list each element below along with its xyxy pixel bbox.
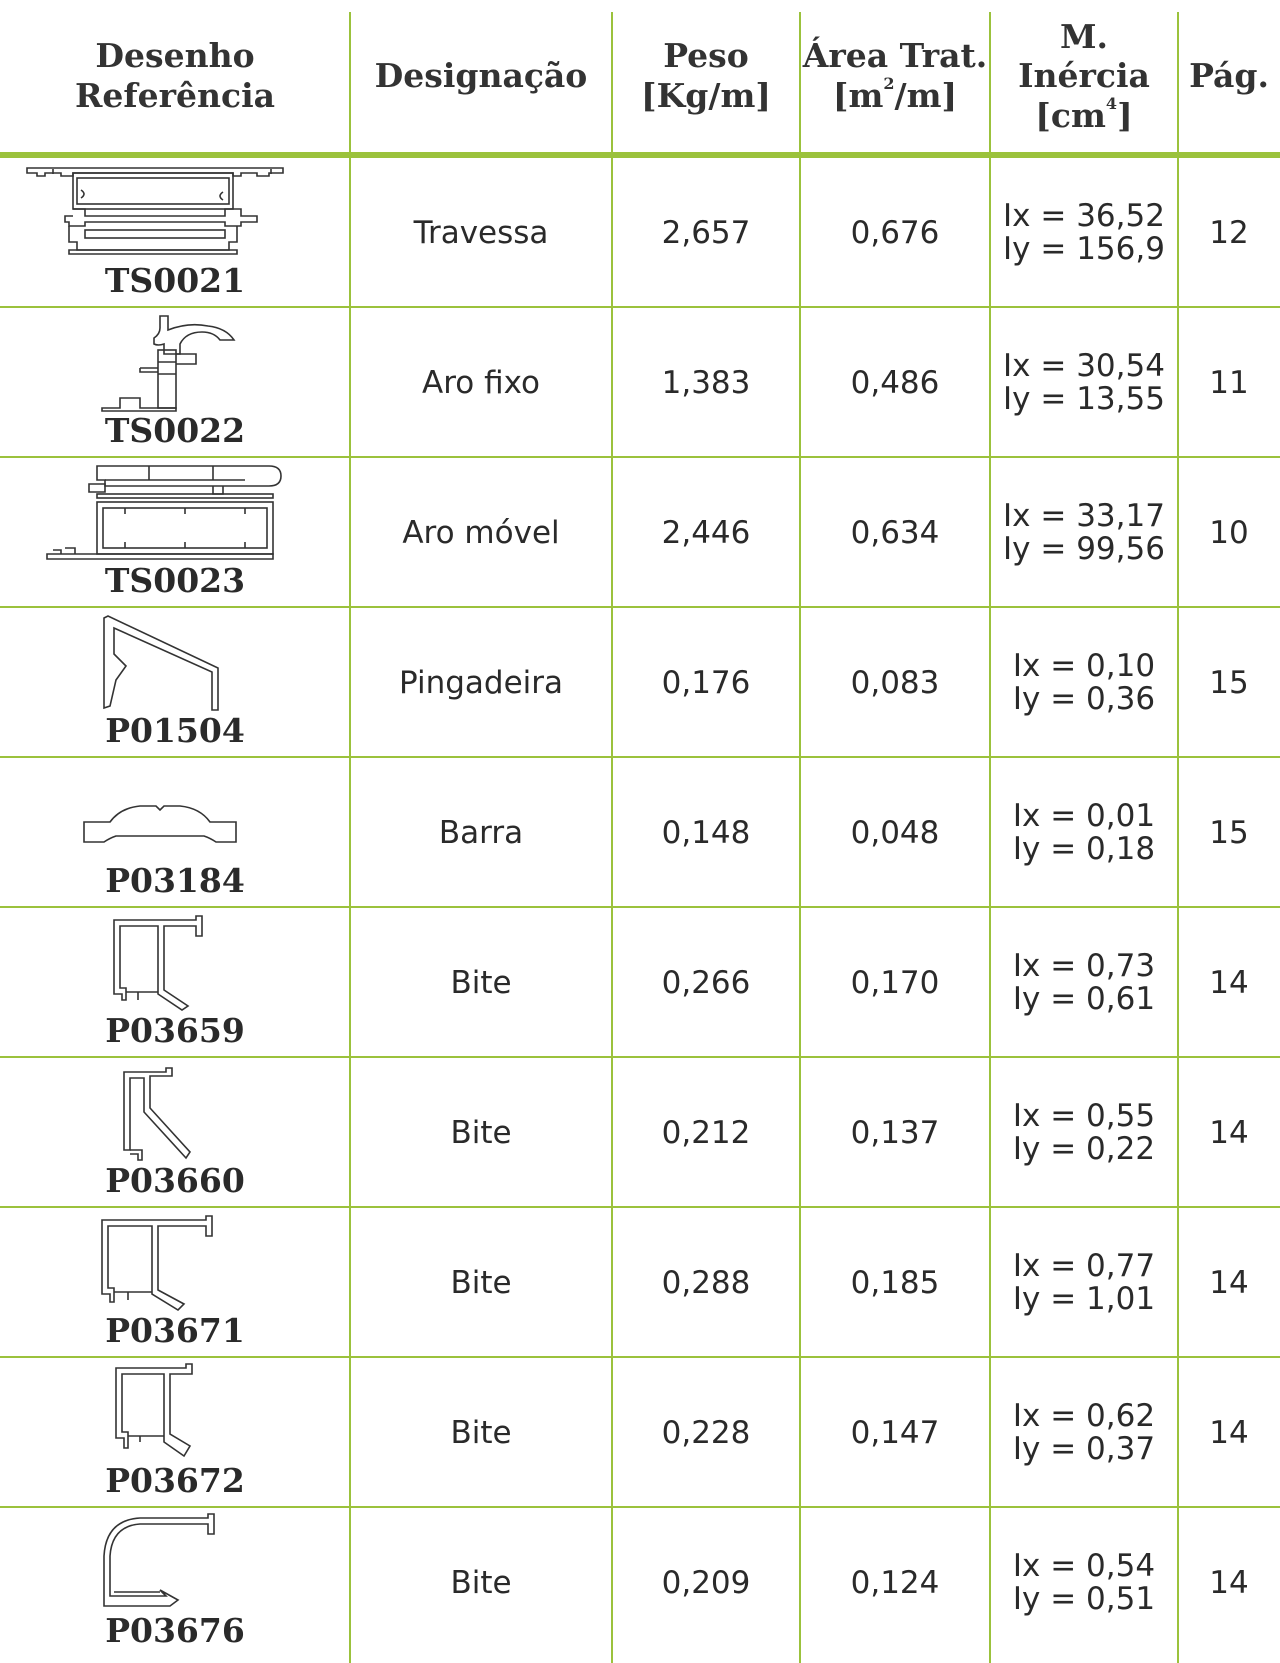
- page-cell: 14: [1209, 1415, 1249, 1451]
- inertia-y: Iy = 1,01: [1012, 1281, 1156, 1317]
- page-cell: 14: [1209, 965, 1249, 1001]
- designation-cell: Bite: [450, 965, 512, 1001]
- inertia-y: Iy = 0,37: [1012, 1431, 1156, 1467]
- inertia-y: Iy = 0,51: [1012, 1581, 1156, 1617]
- header-inertia: M. Inércia $[cm^4]$: [1018, 16, 1150, 135]
- weight-cell: 0,148: [661, 815, 751, 851]
- weight-cell: 0,266: [661, 965, 751, 1001]
- designation-cell: Aro fixo: [422, 365, 540, 401]
- page-cell: 12: [1209, 215, 1249, 251]
- inertia-x: Ix = 0,01: [1012, 798, 1156, 835]
- inertia-y: Iy = 0,22: [1012, 1131, 1156, 1167]
- inertia-x: Ix = 0,62: [1012, 1398, 1156, 1435]
- page-cell: 14: [1209, 1565, 1249, 1601]
- ts0021-profile-drawing: [25, 164, 285, 256]
- weight-cell: 1,383: [661, 365, 751, 401]
- p03660-profile-drawing: [120, 1064, 210, 1164]
- page-cell: 11: [1209, 365, 1249, 401]
- inertia-x: Ix = 0,54: [1012, 1548, 1156, 1585]
- ref-code: P01504: [105, 710, 245, 750]
- weight-cell: 0,212: [661, 1115, 751, 1151]
- inertia-y: Iy = 99,56: [1003, 531, 1165, 567]
- designation-cell: Bite: [450, 1415, 512, 1451]
- ref-code: TS0022: [104, 410, 246, 450]
- inertia-x: Ix = 0,55: [1012, 1098, 1156, 1135]
- area-cell: 0,137: [850, 1115, 940, 1151]
- inertia-y: Iy = 0,36: [1012, 681, 1156, 717]
- page-cell: 14: [1209, 1265, 1249, 1301]
- header-weight: Peso [Kg/m]: [641, 36, 771, 115]
- area-cell: 0,185: [850, 1265, 940, 1301]
- header-page: Pág.: [1189, 56, 1269, 96]
- designation-cell: Bite: [450, 1565, 512, 1601]
- ref-code: P03660: [105, 1160, 245, 1200]
- ref-code: P03672: [105, 1460, 245, 1500]
- page-cell: 14: [1209, 1115, 1249, 1151]
- p03184-profile-drawing: [80, 800, 240, 850]
- area-cell: 0,634: [850, 515, 940, 551]
- ts0023-profile-drawing: [45, 462, 285, 562]
- page-cell: 10: [1209, 515, 1249, 551]
- inertia-cell: [990, 1058, 1178, 1208]
- weight-cell: 0,209: [661, 1565, 751, 1601]
- page-cell: 15: [1209, 665, 1249, 701]
- p01504-profile-drawing: [100, 614, 230, 714]
- inertia-cell: [990, 1208, 1178, 1358]
- ref-code: P03671: [105, 1310, 245, 1350]
- inertia-x: Ix = 0,77: [1012, 1248, 1156, 1285]
- weight-cell: 0,288: [661, 1265, 751, 1301]
- designation-cell: Bite: [450, 1115, 512, 1151]
- inertia-cell: [990, 158, 1178, 308]
- area-cell: 0,048: [850, 815, 940, 851]
- area-cell: 0,486: [850, 365, 940, 401]
- inertia-x: Ix = 30,54: [1003, 348, 1165, 385]
- area-cell: 0,147: [850, 1415, 940, 1451]
- weight-cell: 2,657: [661, 215, 751, 251]
- inertia-y: Iy = 13,55: [1003, 381, 1165, 417]
- header-designation: Designação: [374, 56, 588, 96]
- inertia-y: Iy = 0,61: [1012, 981, 1156, 1017]
- designation-cell: Aro móvel: [402, 515, 560, 551]
- inertia-y: Iy = 156,9: [1003, 231, 1165, 267]
- ref-code: P03184: [105, 860, 245, 900]
- header-area: Área Trat. $[m^2/m]$: [802, 36, 988, 115]
- p03659-profile-drawing: [110, 914, 210, 1014]
- area-cell: 0,083: [850, 665, 940, 701]
- inertia-cell: [990, 1508, 1178, 1658]
- inertia-y: Iy = 0,18: [1012, 831, 1156, 867]
- inertia-x: Ix = 0,10: [1012, 648, 1156, 685]
- p03676-profile-drawing: [100, 1512, 220, 1612]
- area-cell: 0,170: [850, 965, 940, 1001]
- area-cell: 0,124: [850, 1565, 940, 1601]
- designation-cell: Barra: [438, 815, 524, 851]
- designation-cell: Bite: [450, 1265, 512, 1301]
- header-ref: Desenho Referência: [75, 36, 275, 115]
- designation-cell: Travessa: [413, 215, 549, 251]
- inertia-x: Ix = 33,17: [1003, 498, 1165, 535]
- weight-cell: 0,176: [661, 665, 751, 701]
- ts0022-profile-drawing: [100, 312, 240, 412]
- ref-code: TS0023: [104, 560, 246, 600]
- designation-cell: Pingadeira: [398, 665, 564, 701]
- inertia-cell: [990, 1358, 1178, 1508]
- ref-code: TS0021: [104, 260, 246, 300]
- p03671-profile-drawing: [98, 1214, 218, 1314]
- inertia-cell: [990, 758, 1178, 908]
- inertia-cell: [990, 458, 1178, 608]
- inertia-cell: [990, 308, 1178, 458]
- inertia-cell: [990, 608, 1178, 758]
- area-cell: 0,676: [850, 215, 940, 251]
- page-cell: 15: [1209, 815, 1249, 851]
- ref-code: P03676: [105, 1610, 245, 1650]
- weight-cell: 0,228: [661, 1415, 751, 1451]
- inertia-cell: [990, 908, 1178, 1058]
- weight-cell: 2,446: [661, 515, 751, 551]
- p03672-profile-drawing: [112, 1362, 202, 1462]
- inertia-x: Ix = 36,52: [1003, 198, 1165, 235]
- ref-code: P03659: [105, 1010, 245, 1050]
- inertia-x: Ix = 0,73: [1012, 948, 1156, 985]
